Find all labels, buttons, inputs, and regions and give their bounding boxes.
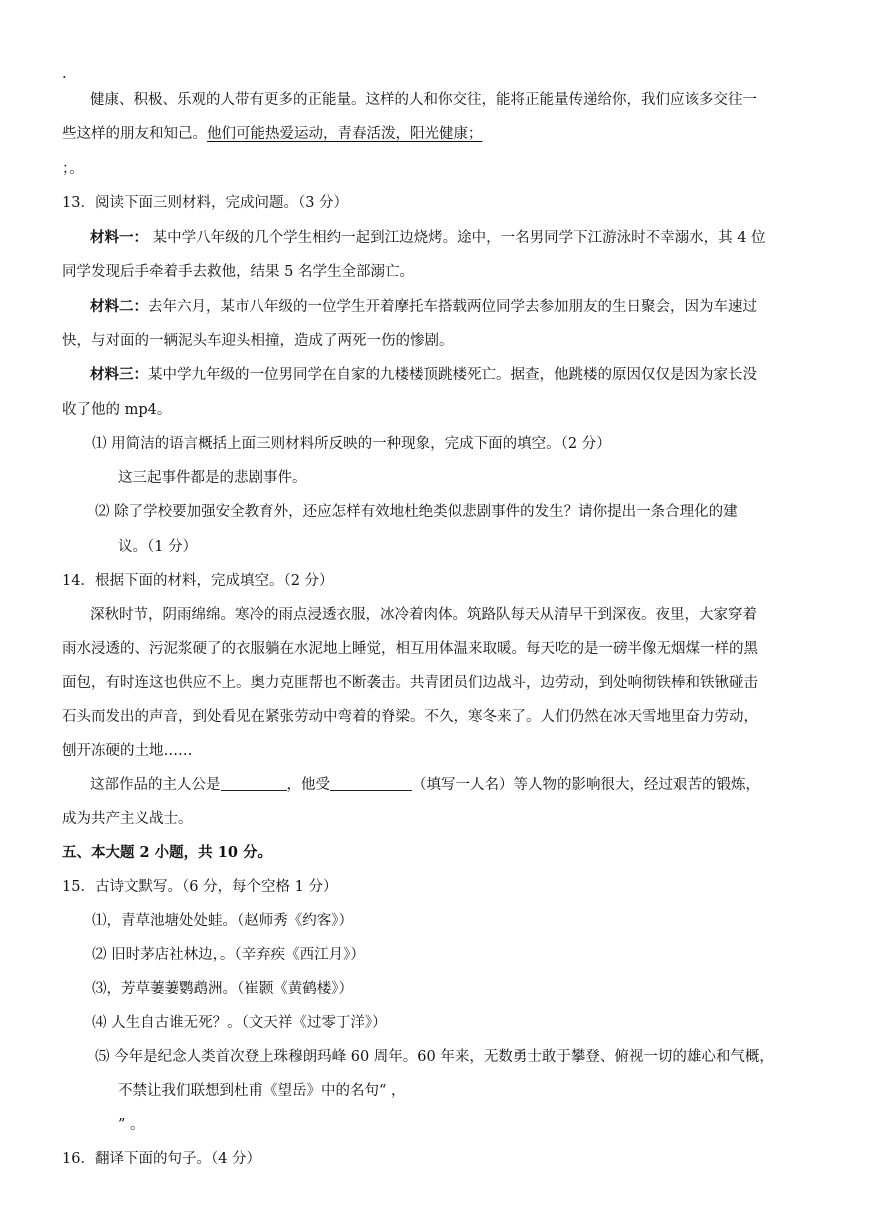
q13-title: 13．阅读下面三则材料，完成问题。（3 分）	[62, 195, 349, 211]
q13-sub-1: ⑴ 用简洁的语言概括上面三则材料所反映的一种现象，完成下面的填空。（2 分）	[92, 436, 611, 452]
section-5-title: 五、本大题 2 小题，共 10 分。	[62, 844, 272, 861]
influencer-blank[interactable]	[330, 776, 412, 791]
q13-sub-2-line-2: 议。（1 分）	[118, 539, 198, 555]
intro-line-2-text: 些这样的朋友和知己。	[62, 126, 207, 142]
q15-item-2: ⑵ 旧时茅店社林边，。（辛弃疾《西江月》）	[92, 947, 365, 963]
q13-material-3-line-1	[90, 365, 757, 385]
q14-title: 14．根据下面的材料，完成填空。（2 分）	[62, 573, 334, 589]
q14-passage-line-1: 深秋时节，阴雨绵绵。寒冷的雨点浸透衣服，冰冷着肉体。筑路队每天从清早干到深夜。夜里，大家穿着	[90, 607, 757, 623]
q13-material-1-line-1	[90, 228, 766, 248]
q15-item-5-line-1: ⑸ 今年是纪念人类首次登上珠穆朗玛峰 60 周年。60 年来，无数勇士敢于攀登、俯视一切的雄心和气概，	[95, 1049, 774, 1065]
material-2-label: 材料二：	[90, 298, 148, 315]
intro-line-3: ；。	[62, 161, 84, 177]
q14-fill-line	[90, 775, 760, 795]
q13-material-3-line-2: 收了他的 mp4。	[62, 402, 172, 418]
q16-title: 16．翻译下面的句子。（4 分）	[62, 1151, 262, 1167]
q14-fill-line-2: 成为共产主义战士。	[62, 811, 193, 827]
q15-item-1: ⑴，青草池塘处处蛙。（赵师秀《约客》）	[92, 913, 353, 929]
intro-line-2	[62, 124, 483, 144]
q14-fill-text-a: 这部作品的主人公是	[90, 777, 221, 793]
q14-fill-text-c: （填写一人名）等人物的影响很大，经过艰苦的锻炼，	[412, 777, 760, 793]
material-1-text: 某中学八年级的几个学生相约一起到江边烧烤。途中，一名男同学下江游泳时不幸溺水，其 4 位	[148, 230, 766, 246]
q13-sub-2-line-1: ⑵ 除了学校要加强安全教育外，还应怎样有效地杜绝类似悲剧事件的发生？请你提出一条合理化的建	[95, 504, 738, 520]
material-3-text: 某中学九年级的一位男同学在自家的九楼楼顶跳楼死亡。据查，他跳楼的原因仅仅是因为家长没	[148, 367, 757, 383]
q14-fill-text-b: ，他受	[286, 777, 330, 793]
q13-material-2-line-2: 快，与对面的一辆泥头车迎头相撞，造成了两死一伤的惨剧。	[62, 333, 454, 349]
intro-line-1: 健康、积极、乐观的人带有更多的正能量。这样的人和你交往，能将正能量传递给你，我们应该多交往一	[90, 92, 757, 108]
q15-item-3: ⑶，芳草萋萋鹦鹉洲。（崔颢《黄鹤楼》）	[92, 981, 353, 997]
q14-passage-line-4: 石头而发出的声音，到处看见在紧张劳动中弯着的脊梁。不久，寒冬来了。人们仍然在冰天雪地里奋力劳动，	[62, 709, 758, 725]
material-2-text: 去年六月，某市八年级的一位学生开着摩托车搭载两位同学去参加朋友的生日聚会，因为车速过	[148, 299, 757, 315]
protagonist-blank[interactable]	[221, 776, 287, 791]
q15-item-4: ⑷ 人生自古谁无死？。（文天祥《过零丁洋》）	[92, 1015, 387, 1031]
q13-material-1-line-2: 同学发现后手牵着手去救他，结果 5 名学生全部溺亡。	[62, 264, 414, 280]
top-mark: .	[62, 66, 67, 82]
material-3-label: 材料三：	[90, 366, 148, 383]
material-1-label: 材料一：	[90, 229, 148, 246]
q14-passage-line-3: 面包，有时连这也供应不上。奥力克匪帮也不断袭击。共青团员们边战斗，边劳动，到处响彻铁棒和铁锹碰击	[62, 675, 758, 691]
intro-underlined-answer: 他们可能热爱运动，青春活泼，阳光健康；	[207, 126, 483, 142]
q13-sub-1-answer: 这三起事件都是的悲剧事件。	[118, 470, 307, 486]
q15-title: 15．古诗文默写。（6 分，每个空格 1 分）	[62, 879, 338, 895]
q15-item-5-line-2: 不禁让我们联想到杜甫《望岳》中的名句“ ，	[118, 1083, 406, 1099]
q14-passage-line-2: 雨水浸透的、污泥浆硬了的衣服躺在水泥地上睡觉，相互用体温来取暖。每天吃的是一磅半像无烟煤一样的黑	[62, 641, 758, 657]
q13-material-2-line-1	[90, 297, 757, 317]
q14-passage-line-5: 刨开冻硬的土地……	[62, 743, 193, 759]
q15-item-5-line-3: ” 。	[118, 1117, 145, 1133]
